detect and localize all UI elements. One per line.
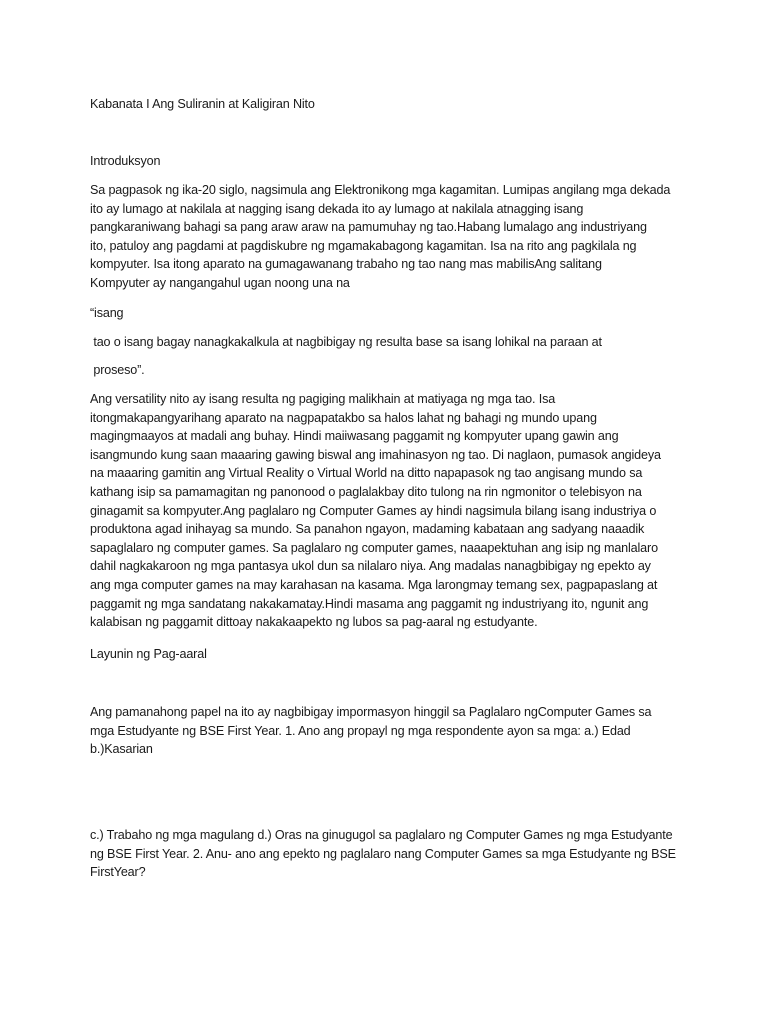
paragraph-line: ng BSE First Year. 2. Anu- ano ang epekto ng paglalaro nang Computer Games sa mga Estudyante ng BSE: [90, 846, 676, 861]
quote-open: [90, 304, 690, 323]
paragraph-line: isangmundo kung saan maaaring gawing biswal ang imahinasyon ng tao. Di naglaon, pumasok angideya: [90, 447, 661, 462]
paragraph-line: c.) Trabaho ng mga magulang d.) Oras na ginugugol sa paglalaro ng Computer Games ng mga Estudyante: [90, 828, 673, 842]
paragraph-line: Ang pamanahong papel na ito ay nagbibigay impormasyon hinggil sa Paglalaro ngComputer Games sa: [90, 705, 652, 719]
paragraph-line: ito ay lumago at nakilala at nagging isang dekada ito ay lumago at nakilala atnagging isang: [90, 201, 584, 216]
paragraph-line: magingmaayos at madali ang buhay. Hindi maiiwasang paggamit ng kompyuter upang gawin ang: [90, 429, 619, 444]
paragraph-line: sapaglalaro ng computer games. Sa paglalaro ng computer games, naaapektuhan ang isip ng manlalaro: [90, 540, 658, 555]
versatility-paragraph: [90, 390, 690, 632]
chapter-title: [90, 95, 690, 114]
quote-close-text: proseso”.: [90, 363, 145, 377]
chapter-title-text: Kabanata I Ang Suliranin at Kaligiran Nito: [90, 97, 315, 111]
objectives-heading: [90, 645, 690, 664]
paragraph-line: kathang isip sa pamamagitan ng panonood o paglalakbay dito tulong na rin ngmonitor o telebisyon na: [90, 484, 642, 499]
paragraph-line: ito, patuloy ang pagdami at pagdiskubre ng mgamakabagong kagamitan. Isa na rito ang pagkilala ng: [90, 238, 637, 253]
objectives-paragraph: [90, 703, 690, 759]
paragraph-line: Ang versatility nito ay isang resulta ng pagiging malikhain at matiyaga ng mga tao. Isa: [90, 392, 556, 406]
introduction-heading-text: Introduksyon: [90, 154, 161, 168]
paragraph-line: Kompyuter ay nangangahul ugan noong una na: [90, 275, 350, 290]
paragraph-line: na maaaring gamitin ang Virtual Reality o Virtual World na ditto napapasok ng tao angisang mundo sa: [90, 466, 643, 481]
paragraph-line: mga Estudyante ng BSE First Year. 1. Ano ang propayl ng mga respondente ayon sa mga: a.) Edad: [90, 723, 631, 738]
paragraph-line: FirstYear?: [90, 865, 146, 880]
paragraph-line: ang mga computer games na may karahasan na kasama. Mga larongmay temang sex, pagpapaslang at: [90, 577, 658, 592]
quote-body-text: tao o isang bagay nanagkakalkula at nagbibigay ng resulta base sa isang lohikal na paraan at: [90, 335, 602, 349]
intro-paragraph: [90, 181, 690, 293]
quote-close: [90, 361, 690, 380]
quote-body: [90, 333, 690, 352]
final-paragraph: [90, 826, 690, 882]
paragraph-line: itongmakapangyarihang aparato na nagpapatakbo sa halos lahat ng bahagi ng mundo upang: [90, 410, 597, 425]
paragraph-line: kompyuter. Isa itong aparato na gumagawanang trabaho ng tao nang mas mabilisAng salitang: [90, 257, 602, 272]
paragraph-line: dahil nagkakaroon ng mga pantasya ukol dun sa nilalaro niya. Ang madalas nanagbibigay ng epekto ay: [90, 559, 651, 574]
paragraph-line: produktona agad inihayag sa mundo. Sa panahon ngayon, madaming kabataan ang sadyang naaadik: [90, 522, 645, 537]
paragraph-line: paggamit ng mga sandatang nakakamatay.Hindi masama ang paggamit ng industriyang ito, ngunit ang: [90, 596, 649, 611]
paragraph-line: pangkaraniwang bahagi sa pang araw araw na pamumuhay ng tao.Habang lumalago ang industriyang: [90, 220, 647, 235]
paragraph-line: Sa pagpasok ng ika-20 siglo, nagsimula ang Elektronikong mga kagamitan. Lumipas angilang mga dekada: [90, 183, 671, 197]
quote-open-text: “isang: [90, 306, 124, 320]
objectives-heading-text: Layunin ng Pag-aaral: [90, 647, 207, 661]
paragraph-line: kalabisan ng paggamit dittoay nakakaapekto ng lubos sa pag-aaral ng estudyante.: [90, 615, 538, 630]
introduction-heading: [90, 152, 690, 171]
paragraph-line: ginagamit sa kompyuter.Ang paglalaro ng Computer Games ay hindi nagsimula bilang isang industriya o: [90, 503, 657, 518]
paragraph-line: b.)Kasarian: [90, 742, 153, 757]
